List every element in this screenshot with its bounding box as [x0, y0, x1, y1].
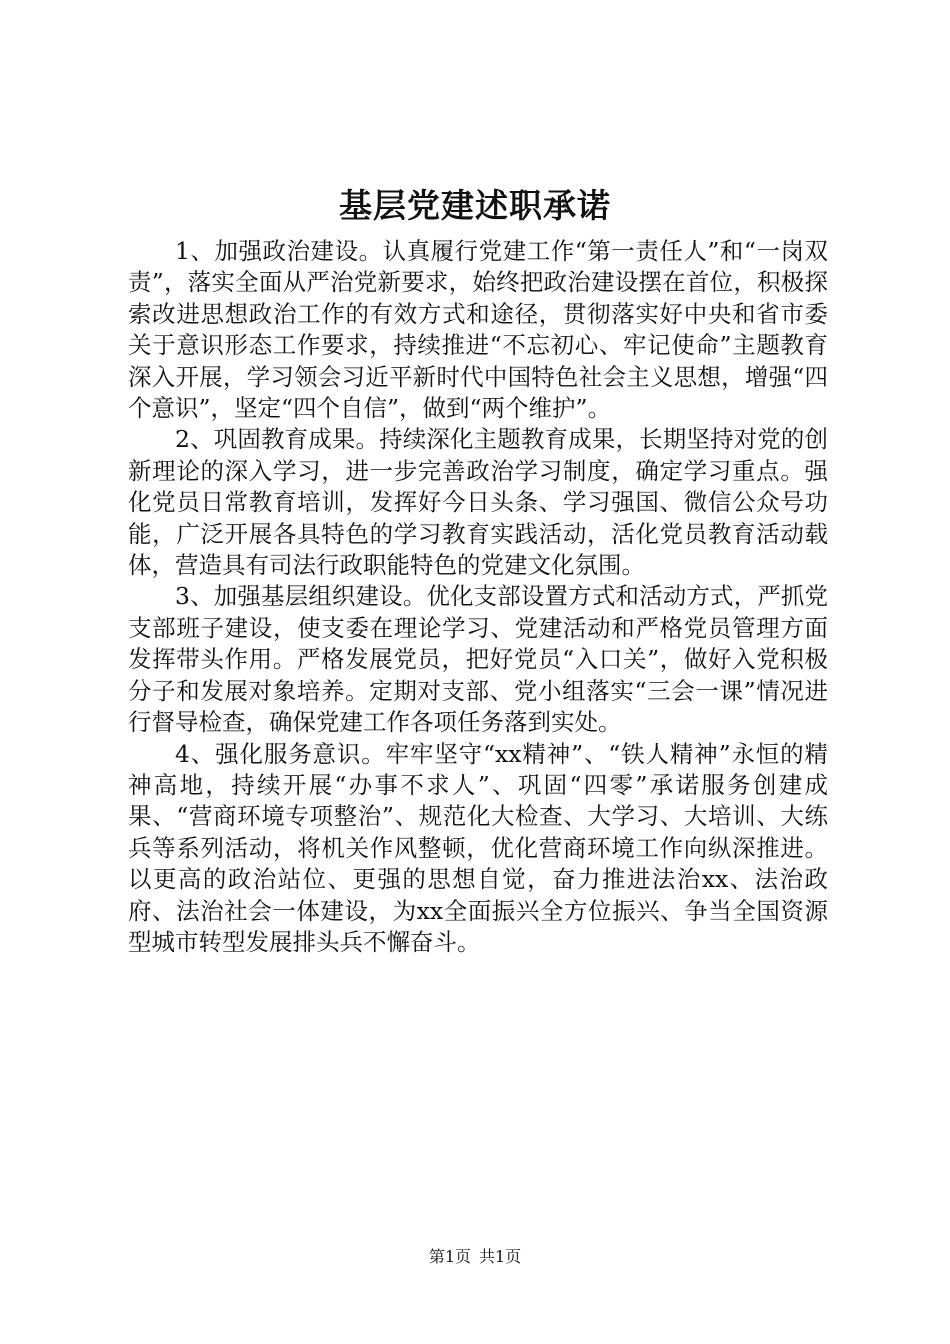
document-body — [128, 236, 828, 958]
paragraph-3: 3、加强基层组织建设。优化支部设置方式和活动方式，严抓党支部班子建设，使支委在理论学习、党建活动和严格党员管理方面发挥带头作用。严格发展党员，把好党员“入口关”，做好入党积极分子和发展对象培养。定期对支部、党小组落实“三会一课”情况进行督导检查，确保党建工作各项任务落到实处。 — [128, 582, 828, 737]
page-number: 第1页 — [428, 1247, 471, 1266]
page-total: 共1页 — [479, 1247, 522, 1266]
document-title: 基层党建述职承诺 — [339, 186, 611, 225]
page-footer — [0, 1247, 950, 1267]
paragraph-1: 1、加强政治建设。认真履行党建工作“第一责任人”和“一岗双责”，落实全面从严治党新要求，始终把政治建设摆在首位，积极探索改进思想政治工作的有效方式和途径，贯彻落实好中央和省市委关于意识形态工作要求，持续推进“不忘初心、牢记使命”主题教育深入开展，学习领会习近平新时代中国特色社会主义思想，增强“四个意识”，坚定“四个自信”，做到“两个维护”。 — [128, 237, 828, 423]
paragraph-2: 2、巩固教育成果。持续深化主题教育成果，长期坚持对党的创新理论的深入学习，进一步完善政治学习制度，确定学习重点。强化党员日常教育培训，发挥好今日头条、学习强国、微信公众号功能，广泛开展各具特色的学习教育实践活动，活化党员教育活动载体，营造具有司法行政职能特色的党建文化氛围。 — [128, 425, 828, 580]
paragraph-4: 4、强化服务意识。牢牢坚守“xx精神”、“铁人精神”永恒的精神高地，持续开展“办事不求人”、巩固“四零”承诺服务创建成果、“营商环境专项整治”、规范化大检查、大学习、大培训、大练兵等系列活动，将机关作风整顿，优化营商环境工作向纵深推进。以更高的政治站位、更强的思想自觉，奋力推进法治xx、法治政府、法治社会一体建设，为xx全面振兴全方位振兴、争当全国资源型城市转型发展排头兵不懈奋斗。 — [128, 739, 828, 956]
